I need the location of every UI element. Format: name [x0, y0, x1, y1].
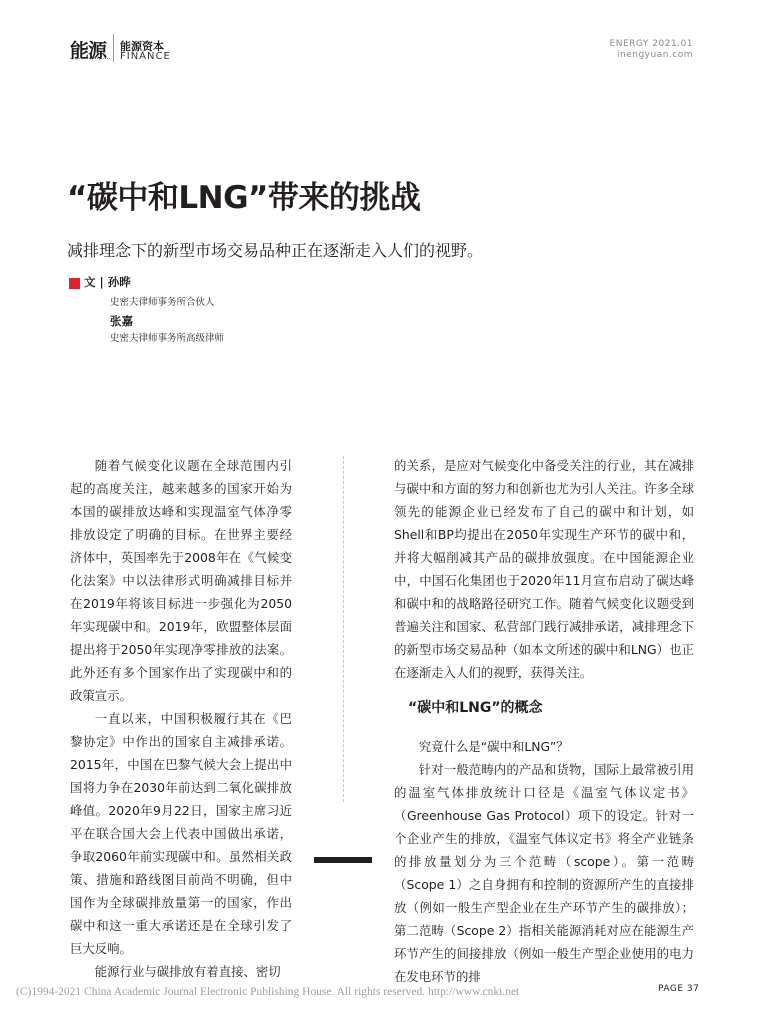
copyright-footer: (C)1994-2021 China Academic Journal Electronic Publishing House. All rights reserved. http://www.cnki.net	[16, 986, 520, 998]
author2-title: 史密夫律师事务所高级律师	[110, 333, 225, 344]
page-number: PAGE 37	[658, 984, 700, 994]
column-end-bar	[314, 857, 372, 863]
paragraph: 的关系，是应对气候变化中备受关注的行业，其在减排与碳中和方面的努力和创新也尤为引人关注。许多全球领先的能源企业已经发布了自己的碳中和计划，如Shell和BP均提出在2050年实现生产环节的碳中和，并将大幅削减其产品的碳排放强度。在中国能源企业中，中国石化集团也于2020年11月宣布启动了碳达峰和碳中和的战略路径研究工作。随着气候变化议题受到普遍关注和国家、私营部门践行减排承诺，减排理念下的新型市场交易品种（如本文所述的碳中和LNG）也正在逐渐走入人们的视野，获得关注。	[394, 458, 694, 680]
brand-name-cn: 能源资本	[120, 40, 164, 53]
magazine-logo: 能源	[70, 40, 107, 62]
paragraph: 随着气候变化议题在全球范围内引起的高度关注，越来越多的国家开始为本国的碳排放达峰和实现温室气体净零排放设定了明确的目标。在世界主要经济体中，英国率先于2008年在《气候变化法案》中以法律形式明确减排目标并在2019年将该目标进一步强化为2050年实现碳中和。2019年，欧盟整体层面提出将于2050年实现净零排放的法案。此外还有多个国家作出了实现碳中和的政策宣示。	[70, 458, 292, 703]
site-url: inengyuan.com	[617, 50, 693, 60]
left-column	[70, 454, 292, 983]
article-title: “碳中和LNG”带来的挑战	[67, 180, 421, 216]
author-line: 文 | 孙晔	[84, 275, 131, 289]
right-column	[394, 454, 694, 684]
issue-label: ENERGY 2021.01	[609, 39, 693, 49]
article-subtitle: 减排理念下的新型市场交易品种正在逐渐走入人们的视野。	[67, 241, 484, 260]
header-divider	[113, 34, 114, 62]
column-divider	[343, 456, 344, 802]
section-heading: “碳中和LNG”的概念	[408, 700, 543, 716]
brand-name-en: FINANCE	[120, 51, 171, 62]
logo-underline	[70, 58, 110, 62]
paragraph: 针对一般范畴内的产品和货物，国际上最常被引用的温室气体排放统计口径是《温室气体议定书》（Greenhouse Gas Protocol）项下的设定。针对一个企业产生的排放，《温室气体议定书》将全产业链条的排放量划分为三个范畴（scope）。第一范畴（Scope 1）之自身拥有和控制的资源所产生的直接排放（例如一般生产型企业在生产环节产生的碳排放）；第二范畴（Scope 2）指相关能源消耗对应在能源生产环节产生的间接排放（例如一般生产型企业使用的电力在发电环节的排	[394, 762, 694, 984]
author-marker	[69, 278, 80, 289]
author2-name: 张嘉	[110, 314, 133, 328]
section-body	[394, 735, 694, 988]
paragraph: 能源行业与碳排放有着直接、密切	[94, 964, 281, 979]
author1-title: 史密夫律师事务所合伙人	[110, 297, 215, 308]
paragraph: 一直以来，中国积极履行其在《巴黎协定》中作出的国家自主减排承诺。2015年，中国在巴黎气候大会上提出中国将力争在2030年前达到二氧化碳排放峰值。2020年9月22日，国家主席习近平在联合国大会上代表中国做出承诺，争取2060年前实现碳中和。虽然相关政策、措施和路线图目前尚不明确，但中国作为全球碳排放量第一的国家，作出碳中和这一重大承诺还是在全球引发了巨大反响。	[70, 711, 292, 956]
paragraph: 究竟什么是“碳中和LNG”？	[418, 739, 569, 754]
